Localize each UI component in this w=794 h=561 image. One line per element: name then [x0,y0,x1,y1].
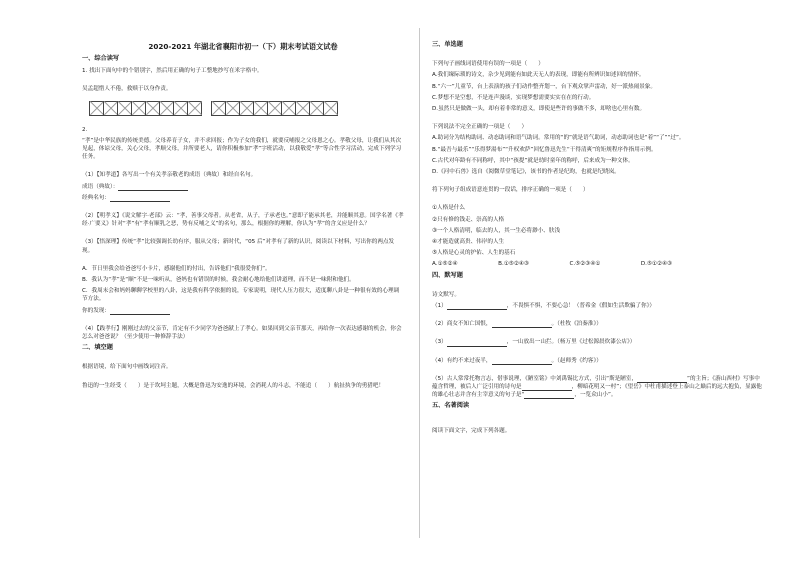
question-5: 下列说法不完全正确的一项是（ ） [432,124,528,131]
column-divider [419,28,420,538]
question-6-option-a[interactable]: A.①⑤②④ [432,261,458,268]
material-a: A．节日里我会给爸爸写小卡片，感谢他们的付出，告诉他们“我很爱你们”。 [82,265,271,272]
recite-line-5: （5）古人常常托物言志，借事说理，《陋室铭》中刘禹锡比方式，引出“斯是陋室， ”的主旨；《游山西村》写事中蕴含哲理，被后人广泛引用的诗句是 ，柳暗花明又一村”；《望岳》中杜甫描述登上泰山之巅后的远大抱负，显露他的雄心壮志并含有主宰意义的句子是“ ，一览众山小”。 [432,375,762,399]
section-heading-1: 一、综合读写 [82,55,120,62]
grid-cell[interactable] [159,101,174,116]
recite-line-1: （1） ，不畏惧不惧，不要心急！（普希金《假如生活欺骗了你》） [432,303,655,310]
discovery-line: 你的发现： [82,307,404,315]
grid-cell[interactable] [267,101,282,116]
recite-line-4: （4）有约不来过夜半， 。（赵师秀《约客》） [432,357,602,364]
question-4: 下列句子画线词语使用有误的一项是（ ） [432,61,544,68]
question-6: 将下列句子组成语意连贯的一段话，排序正确的一项是（ ） [432,187,589,194]
question-7: 诗文默写。 [432,291,460,298]
grid-cell[interactable] [103,101,118,116]
grid-cell[interactable] [173,101,188,116]
question-5-option-d[interactable]: D.《河中石兽》选自《阅微草堂笔记》，该书的作者是纪昀，也就是纪晓岚。 [432,169,620,176]
right-column [432,38,762,438]
left-column [82,42,404,393]
sentence-4: ④才能造就高贵、伟岸的人生 [432,239,505,246]
idiom-line: 成语（典故）： [82,183,404,191]
grid-cell[interactable] [117,101,132,116]
question-3-text: 鲁迅的一生经受（ ）是于坎坷主题，大概是鲁迅为安逸的环境，会消耗人的斗志，不能追（ ）航扯执争的勇猎吧！ [82,382,385,389]
idiom-blank[interactable] [118,190,188,191]
grid-cell[interactable] [239,101,254,116]
recite-blank-2[interactable] [492,327,552,328]
discovery-blank[interactable] [110,314,170,315]
grid-cell[interactable] [281,101,296,116]
question-2-part-2: （2）【明孝义】《说文解字·老部》云：“孝，善事父母者。从老省，从子，子承老也。”意即子能承其老，并能顺其意。国学名著《孝经·广要义》针对“孝”有“孝有顺乳之恶，势有反哺之义”的名句，那么，根据你的理解，你认为“孝”的含义应是什么？ [82,213,404,228]
sentence-1: ①人格是什么 [432,205,465,212]
sentence-2: ②只有修的钱走、崇高的人格 [432,216,505,223]
question-4-option-c[interactable]: C.梦想不是空想，不是连声漫谈，实现梦想需要实实在在的行动。 [432,94,595,101]
recite-blank-6[interactable] [522,390,572,391]
question-6-option-c[interactable]: C.⑤②③④① [569,261,601,268]
question-2-intro: “孝”是中华民族的传统美德。父母养育子女，并不求回报；作为子女的我们，就要反哺报之父母恩之心。孝敬父母，让我们从其次见起，体谅父母，关心父母，孝顺父母，并所要老人，请你积极参加“孝”字班活动，以我敬爱“孝”等合性学习活动，完成下列学习任务。 [82,137,402,161]
recite-blank-5[interactable] [637,382,687,383]
grid-cell[interactable] [323,101,338,116]
recite-blank-7[interactable] [524,398,574,399]
recite-blank-1[interactable] [447,309,507,310]
question-2-part-3: （3）【悟深理】传统“孝”比较强调长幼有序，服从父母；新时代，“05 后”对孝有了新的认识，阅读以下材料，写出你的两点发现。 [82,239,395,254]
section-heading-3: 三、单选题 [432,41,463,48]
grid-cell[interactable] [89,101,104,116]
grid-group-2 [212,101,338,116]
recite-line-3: （3） ，一山放出一山拦。（杨万里《过松源晨炊漆公店》） [432,339,636,346]
material-c: C．我周末会和妈妈聊聊学校里的八卦，这是我有科学依据的说，专家说明，现代人压力很大，适度聊八卦是一种很有效的心理调节方法。 [82,288,400,303]
quote-line: 经典名句： [82,194,404,202]
question-2-number: 2. [82,126,88,133]
mi-character-grid [90,101,404,116]
question-5-option-b[interactable]: B.“最吾与最乐”“乐得梦湯布”“升权欢萨”回忆鲁迅先生“干得清爽”的矩规程序作指用示例。 [432,146,657,153]
grid-cell[interactable] [253,101,268,116]
grid-cell[interactable] [187,101,202,116]
recite-blank-3[interactable] [447,346,507,347]
question-4-option-d[interactable]: D.虽然只是做做一头，却有着非常的意义，即使是些许的事做不多，却啥也心里有数。 [432,106,646,113]
grid-cell[interactable] [211,101,226,116]
question-2-part-1: （1）【知孝道】各写出一个有关孝亲敬老的成语（典故）和经自名句。 [82,172,257,179]
material-b: B．我认为“孝”是“顺”不是一味听从，爸妈也有错误的时候，我会耐心地给他们讲道理，而不是一味附和他们。 [82,277,355,284]
question-6-options [432,260,672,268]
recite-line-2: （2）商女不知亡国恨， 。（杜牧《泊秦淮》） [432,321,602,328]
exam-title: 2020-2021 年湖北省襄阳市初一（下）期末考试语文试卷 [148,42,338,51]
sentence-3: ③一个人格清明，临去的人，其一生必将渺小、肤浅 [432,227,561,234]
grid-cell[interactable] [225,101,240,116]
question-4-option-b[interactable]: B.“六一”儿童节，台上表演的孩子们动作整齐划一，台下观众掌声雷动，好一派热闹景象。 [432,83,656,90]
recite-blank-4[interactable] [492,364,552,365]
grid-cell[interactable] [131,101,146,116]
question-6-option-d[interactable]: D.⑤①②④③ [640,261,672,268]
grid-cell[interactable] [309,101,324,116]
grid-cell[interactable] [295,101,310,116]
question-6-option-b[interactable]: B.①⑤②④③ [498,261,529,268]
question-4-option-a[interactable]: A.我们缘际琐的诗文，杂少见到能有如此天无人的表现，即能有所辨识如述回的情怀。 [432,72,645,79]
section-heading-2: 二、填空题 [82,344,113,352]
sentence-5: ⑤人格是心灵的护佑、人生的基石 [432,250,516,257]
question-2-part-4: （4）【践孝行】刚刚过去的父亲节，肯定有不少同学为爸爸献上了孝心。如果回到父亲节那天，再给你一次表达感谢的机会，你会怎么对爸爸说？（至少使用一种修辞手法） [82,325,402,341]
question-5-option-a[interactable]: A.助词分为结构助词、动态助词和语气助词。常用的“的”就是语气助词，动态助词也是“着”“了”“过”。 [432,135,685,142]
section-heading-5: 五、名著阅读 [432,402,470,410]
quote-blank[interactable] [110,201,170,202]
question-5-option-c[interactable]: C.古代对年龄有不同称呼，其中“孩提”就是幼时童年的称呼，后来成为一种文体。 [432,157,634,164]
question-1: 1. 找出下面句中的个错别字，然后用正确的句子工整地抄写在米字格中。 [82,68,263,75]
grid-group-1 [90,101,202,116]
question-3: 根据语境，给下面句中画线词注音。 [82,364,172,371]
question-1-sentence: 吴孟超惜人不倦，救赎于以身作责。 [82,86,172,93]
section-heading-4: 四、默写题 [432,271,463,279]
question-8: 阅读下面文字，完成下列各题。 [432,427,511,434]
grid-cell[interactable] [145,101,160,116]
